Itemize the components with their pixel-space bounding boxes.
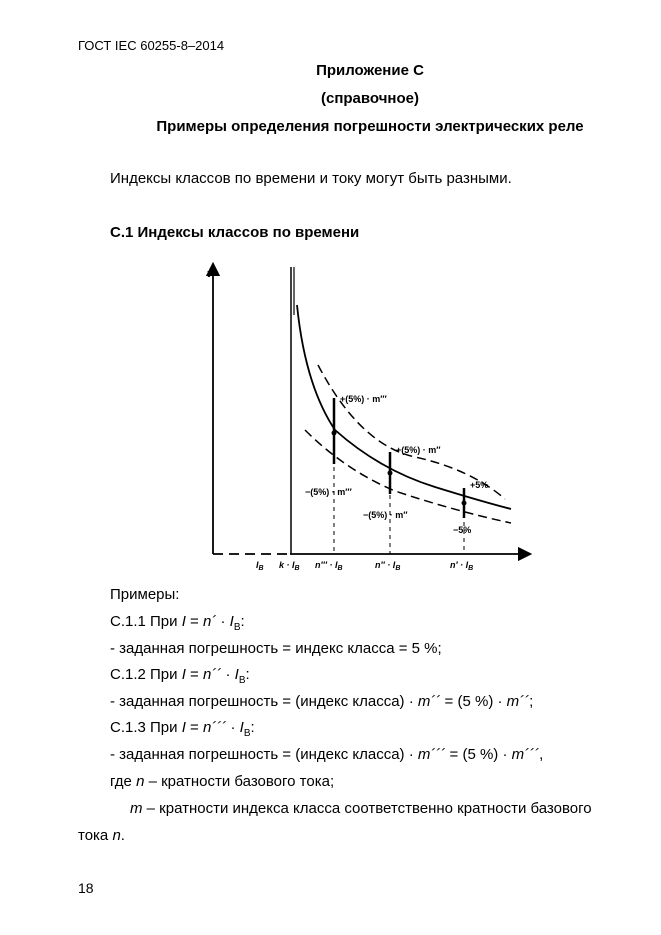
example-c12: С.1.2 При I = n´´ · $I_В$: <box>110 666 250 686</box>
annot-minus-m3: −(5%) · m′′′ <box>305 487 352 497</box>
appendix-title: Приложение С <box>316 62 424 79</box>
x-label-k: $k \cdot I_B$ <box>279 560 300 572</box>
point-n1 <box>462 501 467 506</box>
time-current-figure <box>195 255 540 580</box>
annot-plus-m2: +(5%) · m′′ <box>396 445 441 455</box>
example-c11-text: - заданная погрешность = индекс класса = 5 %; <box>110 640 442 657</box>
section-heading: С.1 Индексы классов по времени <box>110 224 360 241</box>
appendix-subject: Примеры определения погрешности электрических реле <box>156 118 584 135</box>
example-c13: С.1.3 При I = n´´´ · $I_В$: <box>110 719 255 739</box>
annot-minus-m2: −(5%) · m′′ <box>363 510 408 520</box>
page-number: 18 <box>78 880 94 896</box>
examples-heading: Примеры: <box>110 586 180 603</box>
t-axis-label: t <box>207 268 211 280</box>
x-label-n1: $n' \cdot I_B$ <box>450 560 474 572</box>
example-c12-text: - заданная погрешность = (индекс класса) · m´´ = (5 %) · m´´; <box>110 693 534 710</box>
example-c11: С.1.1 При I = n´ · $I_В$: <box>110 613 245 633</box>
appendix-type: (справочное) <box>321 90 419 107</box>
definition-m: m – кратности индекса класса соответственно кратности базового <box>130 800 592 817</box>
intro-paragraph: Индексы классов по времени и току могут быть разными. <box>110 170 512 187</box>
annot-plus5: +5% <box>470 480 489 490</box>
example-c13-text: - заданная погрешность = (индекс класса) · m´´´ = (5 %) · m´´´, <box>110 746 544 763</box>
x-label-n2: $n'' \cdot I_B$ <box>375 560 401 572</box>
annot-minus5: −5% <box>453 525 472 535</box>
nominal-curve <box>297 305 511 509</box>
point-n2 <box>388 471 393 476</box>
definition-m-cont: тока n. <box>78 827 125 844</box>
x-label-n3: $n''' \cdot I_B$ <box>315 560 343 572</box>
x-label-ib: $I_B$ <box>256 560 264 572</box>
definition-n: где n – кратности базового тока; <box>110 773 335 790</box>
document-header: ГОСТ IEC 60255-8–2014 <box>78 38 225 53</box>
annot-plus-m3: +(5%) · m′′′ <box>340 394 387 404</box>
point-n3 <box>332 431 337 436</box>
